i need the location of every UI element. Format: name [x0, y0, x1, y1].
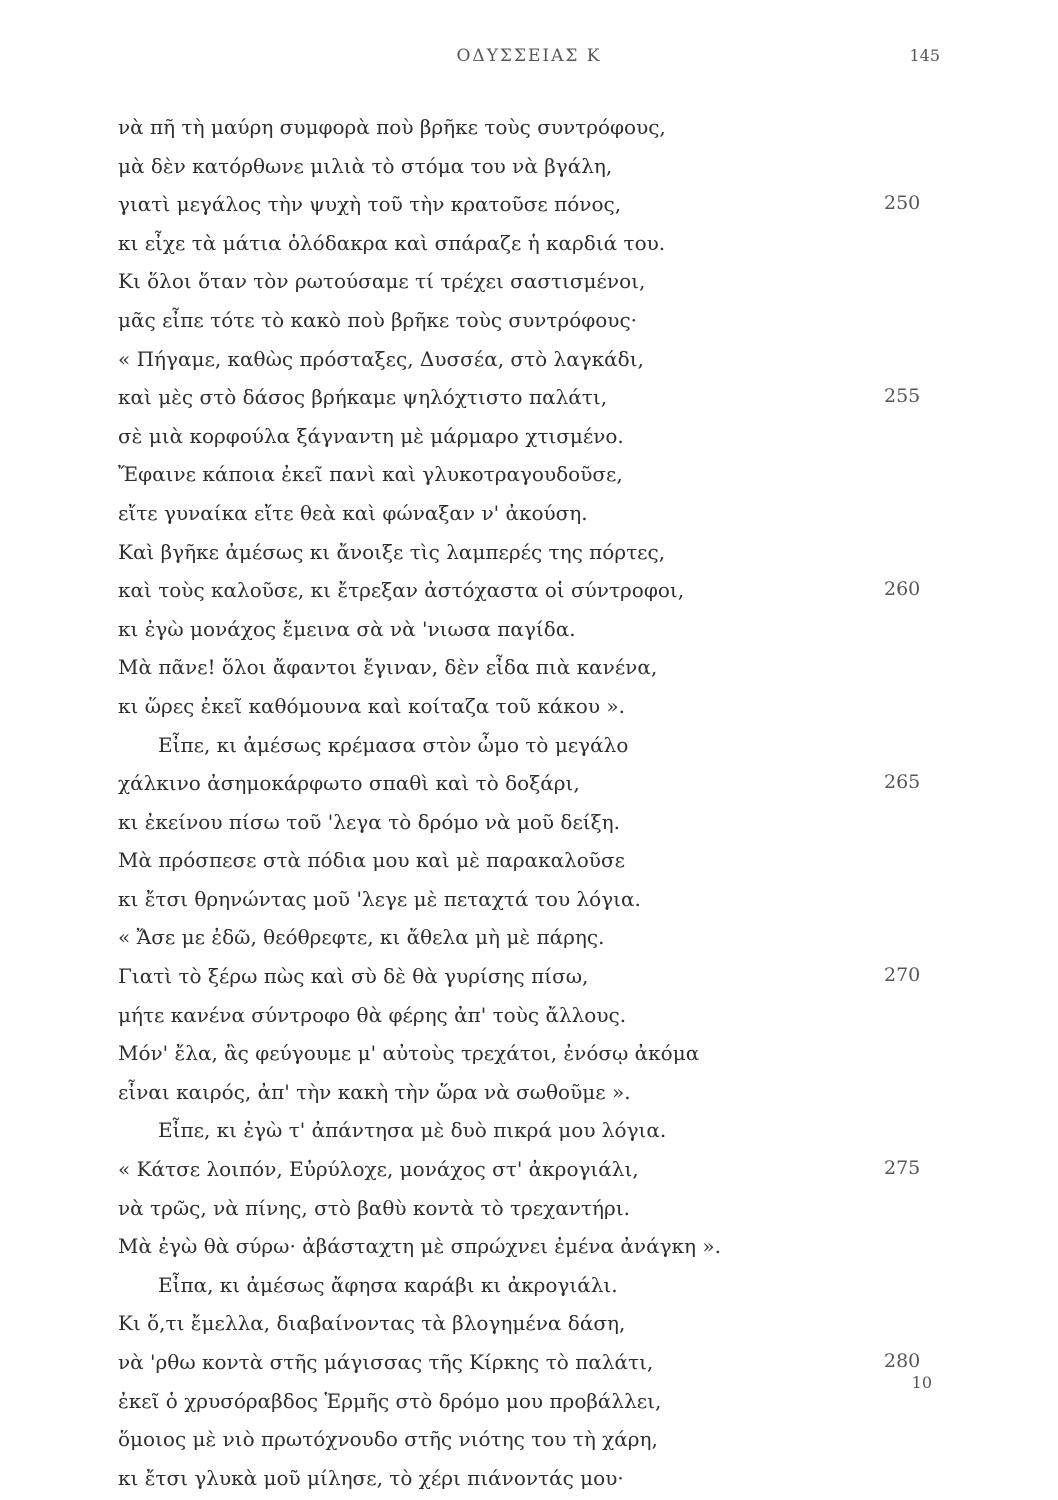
verse-line: ἐκεῖ ὁ χρυσόραβδος Ἑρμῆς στὸ δρόμο μου προβάλλει, [118, 1388, 662, 1413]
verse-line: « Ἄσε με ἐδῶ, θεόθρεφτε, κι ἄθελα μὴ μὲ πάρης. [118, 925, 605, 950]
verse-line: σὲ μιὰ κορφούλα ξάγναντη μὲ μάρμαρο χτισμένο. [118, 423, 624, 448]
verse-line: Καὶ βγῆκε ἀμέσως κι ἄνοιξε τὶς λαμπερές της πόρτες, [118, 539, 666, 564]
verse-line: εἴτε γυναίκα εἴτε θεὰ καὶ φώναξαν ν' ἀκούση. [118, 500, 588, 525]
verse-line: « Κάτσε λοιπόν, Εὐρύλοχε, μονάχος στ' ἀκρογιάλι, [118, 1157, 639, 1182]
verse-line: κι ἐγὼ μονάχος ἔμεινα σὰ νὰ 'νιωσα παγίδα. [118, 616, 576, 641]
verse-line: καὶ μὲς στὸ δάσος βρήκαμε ψηλόχτιστο παλάτι, [118, 385, 608, 410]
verse-line: Γιατὶ τὸ ξέρω πὼς καὶ σὺ δὲ θὰ γυρίσης πίσω, [118, 964, 589, 989]
verse-line: νὰ πῆ τὴ μαύρη συμφορὰ ποὺ βρῆκε τοὺς συντρόφους, [118, 115, 666, 139]
verse-line: Μὰ πρόσπεσε στὰ πόδια μου καὶ μὲ παρακαλοῦσε [118, 848, 625, 873]
line-number: 275 [884, 1157, 921, 1180]
verse-line: Κι ὅλοι ὅταν τὸν ρωτούσαμε τί τρέχει σαστισμένοι, [118, 269, 646, 294]
page-number: 145 [909, 46, 940, 65]
line-number: 260 [884, 578, 921, 601]
verse-line: Εἶπα, κι ἀμέσως ἄφησα καράβι κι ἀκρογιάλι. [158, 1272, 618, 1297]
verse-line: κι ἔτσι θρηνώντας μοῦ 'λεγε μὲ πεταχτά του λόγια. [118, 886, 641, 911]
verse-line: εἶναι καιρός, ἀπ' τὴν κακὴ τὴν ὥρα νὰ σωθοῦμε ». [118, 1079, 631, 1104]
verse-text [118, 108, 838, 1497]
running-head: ΟΔΥΣΣΕΙΑΣ Κ [456, 46, 602, 66]
verse-line: Κι ὅ,τι ἔμελλα, διαβαίνοντας τὰ βλογημένα δάση, [118, 1311, 626, 1336]
verse-line: νὰ τρῶς, νὰ πίνης, στὸ βαθὺ κοντὰ τὸ τρεχαντήρι. [118, 1195, 630, 1220]
verse-line: Μὰ πᾶνε! ὅλοι ἄφαντοι ἔγιναν, δὲν εἶδα πιὰ κανένα, [118, 655, 658, 680]
verse-line: καὶ τοὺς καλοῦσε, κι ἔτρεξαν ἀστόχαστα οἱ σύντροφοι, [118, 578, 685, 603]
verse-line: Μόν' ἔλα, ἂς φεύγουμε μ' αὐτοὺς τρεχάτοι, ἐνόσῳ ἀκόμα [118, 1041, 700, 1066]
verse-line: « Πήγαμε, καθὼς πρόσταξες, Δυσσέα, στὸ λαγκάδι, [118, 346, 644, 371]
verse-line: Μὰ ἐγὼ θὰ σύρω· ἀβάσταχτη μὲ σπρώχνει ἐμένα ἀνάγκη ». [118, 1234, 721, 1259]
printer-signature: 10 [911, 1373, 932, 1392]
line-number: 265 [884, 771, 921, 794]
verse-line: γιατὶ μεγάλος τὴν ψυχὴ τοῦ τὴν κρατοῦσε πόνος, [118, 192, 622, 217]
verse-line: Εἶπε, κι ἀμέσως κρέμασα στὸν ὦμο τὸ μεγάλο [158, 732, 629, 757]
line-number: 280 [884, 1350, 921, 1373]
verse-line: μᾶς εἶπε τότε τὸ κακὸ ποὺ βρῆκε τοὺς συντρόφους· [118, 307, 638, 332]
line-number: 255 [884, 385, 921, 408]
verse-line: μήτε κανένα σύντροφο θὰ φέρης ἀπ' τοὺς ἄλλους. [118, 1002, 627, 1027]
verse-line: μὰ δὲν κατόρθωνε μιλιὰ τὸ στόμα του νὰ βγάλη, [118, 153, 613, 178]
verse-line: ὅμοιος μὲ νιὸ πρωτόχνουδο στῆς νιότης του τὴ χάρη, [118, 1427, 658, 1452]
verse-line: κι ἔτσι γλυκὰ μοῦ μίλησε, τὸ χέρι πιάνοντάς μου· [118, 1465, 624, 1490]
verse-line: χάλκινο ἀσημοκάρφωτο σπαθὶ καὶ τὸ δοξάρι, [118, 771, 580, 796]
verse-line: Ἔφαινε κάποια ἐκεῖ πανὶ καὶ γλυκοτραγουδοῦσε, [118, 462, 623, 487]
line-number: 270 [884, 964, 921, 987]
verse-line: κι ὥρες ἐκεῖ καθόμουνα καὶ κοίταζα τοῦ κάκου ». [118, 693, 625, 718]
verse-line: νὰ 'ρθω κοντὰ στῆς μάγισσας τῆς Κίρκης τὸ παλάτι, [118, 1350, 654, 1374]
verse-line: κι εἶχε τὰ μάτια ὁλόδακρα καὶ σπάραζε ἡ καρδιά του. [118, 230, 666, 255]
line-number: 250 [884, 192, 921, 215]
verse-line: Εἶπε, κι ἐγὼ τ' ἀπάντησα μὲ δυὸ πικρά μου λόγια. [158, 1118, 667, 1143]
verse-line: κι ἐκείνου πίσω τοῦ 'λεγα τὸ δρόμο νὰ μοῦ δείξη. [118, 809, 621, 834]
